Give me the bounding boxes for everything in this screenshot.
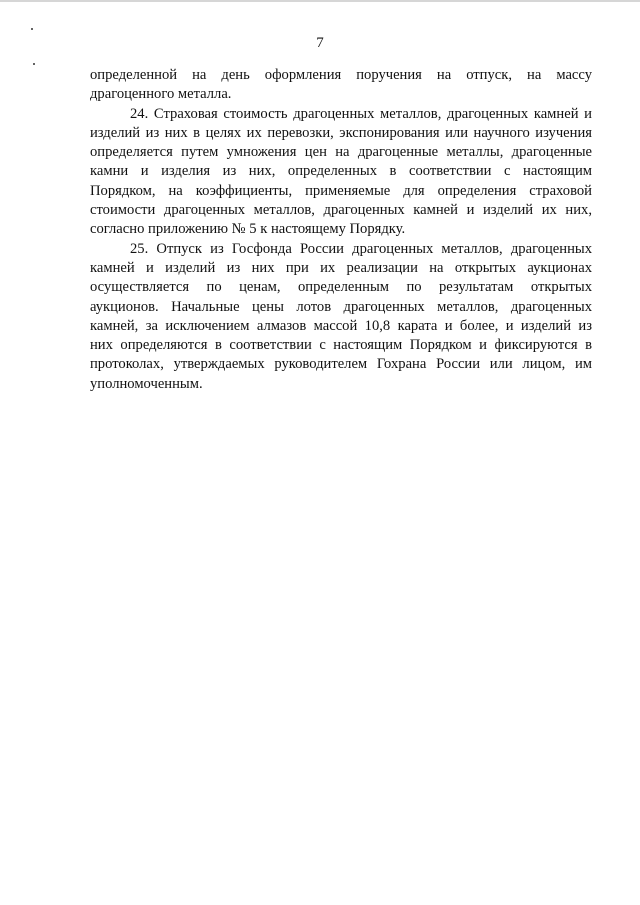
text-line: определяется путем умножения цен на драгоценные металлы, драгоценные <box>90 144 592 161</box>
paragraph-item-24 <box>90 105 592 240</box>
text-line: 24. Страховая стоимость драгоценных металлов, драгоценных камней и <box>130 105 592 122</box>
paragraph-continuation <box>90 66 592 105</box>
text-line: 25. Отпуск из Госфонда России драгоценных металлов, драгоценных <box>130 240 592 257</box>
scan-speck <box>31 28 33 30</box>
text-line: камни и изделия из них, определенных в соответствии с настоящим <box>90 163 592 180</box>
scan-top-edge <box>0 0 640 2</box>
paragraph-item-25 <box>90 240 592 394</box>
text-line: Порядком, на коэффициенты, применяемые для определения страховой <box>90 182 592 199</box>
text-line: них определяются в соответствии с настоящим Порядком и фиксируются в <box>90 337 592 354</box>
text-line: уполномоченным. <box>90 375 203 392</box>
text-line: осуществляется по ценам, определенным по результатам открытых <box>90 279 592 296</box>
text-line: стоимости драгоценных металлов, драгоценных камней и изделий их них, <box>90 202 592 219</box>
text-line: определенной на день оформления поручения на отпуск, на массу <box>90 67 592 83</box>
scan-speck <box>33 63 35 65</box>
text-line: аукционов. Начальные цены лотов драгоценных металлов, драгоценных <box>90 298 592 315</box>
text-line: драгоценного металла. <box>90 86 232 103</box>
text-line: камней и изделий из них при их реализации на открытых аукционах <box>90 259 592 276</box>
page-number: 7 <box>316 35 324 51</box>
text-line: протоколах, утверждаемых руководителем Гохрана России или лицом, им <box>90 356 592 373</box>
document-body <box>90 66 592 394</box>
text-line: согласно приложению № 5 к настоящему Порядку. <box>90 221 406 238</box>
text-line: камней, за исключением алмазов массой 10,8 карата и более, и изделий из <box>90 317 592 334</box>
text-line: изделий из них в целях их перевозки, экспонирования или научного изучения <box>90 124 592 141</box>
